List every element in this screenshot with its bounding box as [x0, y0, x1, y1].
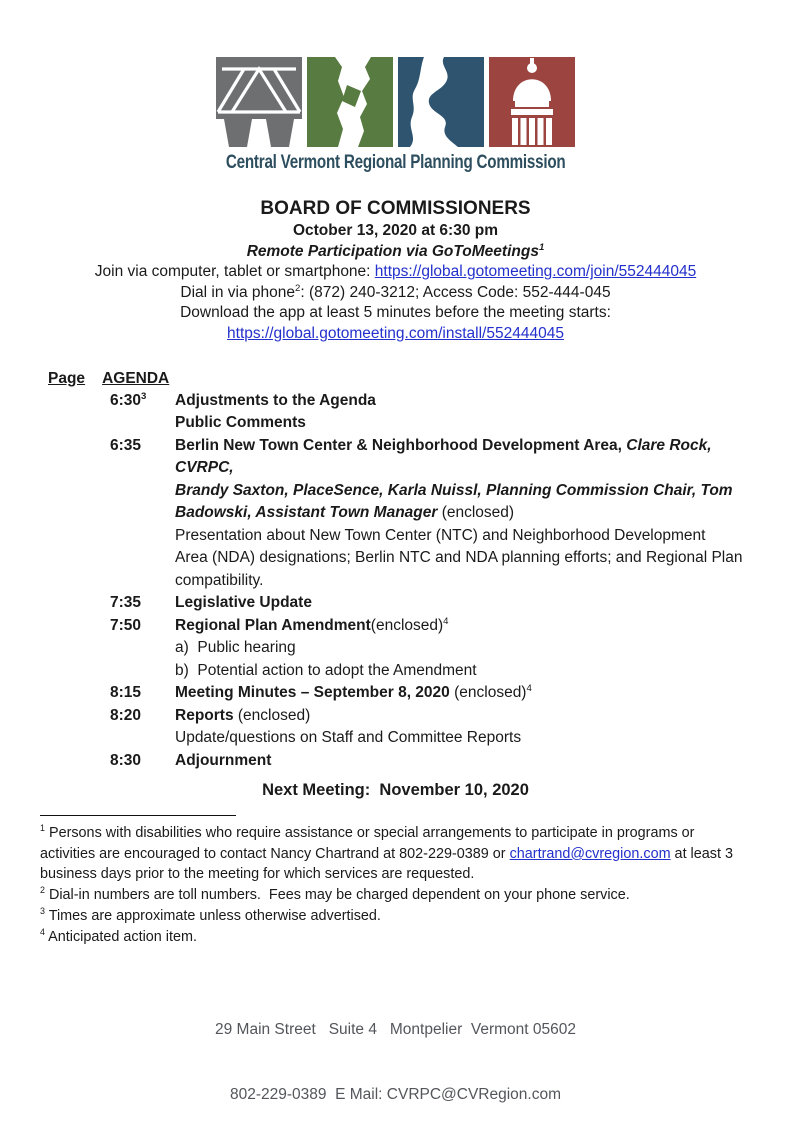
- download-line: Download the app at least 5 minutes before the meeting starts:: [180, 304, 611, 322]
- agenda-line: [175, 750, 751, 773]
- agenda-line: [175, 435, 751, 480]
- footnotes: [40, 823, 755, 947]
- agenda-line: [175, 660, 751, 683]
- text-segment: Berlin New Town Center & Neighborhood Development Area,: [175, 436, 622, 454]
- page-column-header: Page: [48, 369, 86, 387]
- footnote: [40, 927, 755, 948]
- footnote: [40, 823, 755, 885]
- text-segment: Legislative Update: [175, 594, 312, 612]
- footnote-ref: 4: [443, 615, 449, 627]
- cvrpc-logo: [0, 0, 791, 147]
- text-segment: activities are encouraged to contact Nancy Chartrand at 802-229-0389 or: [40, 845, 510, 862]
- text-segment: Reports: [175, 706, 234, 724]
- text-segment: Persons with disabilities who require assistance or special arrangements to participate in programs or: [44, 825, 695, 842]
- agenda-row: [0, 435, 791, 593]
- footnote-line: [40, 844, 755, 865]
- text-segment: (enclosed): [233, 706, 311, 724]
- footnote-separator: [40, 815, 236, 816]
- footnote-ref: 4: [526, 682, 532, 694]
- agenda-time: $6:30^3$: [110, 390, 147, 409]
- text-segment: Regional Plan Amendment: [175, 616, 371, 634]
- agenda-item-text: [175, 435, 791, 593]
- text-segment: a) Public hearing: [175, 639, 296, 657]
- footnote-line: $^3$ Times are approximate unless otherwise advertised.: [40, 906, 381, 924]
- agenda-row: [0, 750, 791, 773]
- agenda-line: [175, 570, 751, 593]
- agenda-item-text: [175, 682, 791, 705]
- page-footer: [0, 976, 791, 1148]
- agenda-row: [0, 705, 791, 750]
- text-segment: b) Potential action to adopt the Amendment: [175, 661, 477, 679]
- agenda-item-text: [175, 412, 791, 435]
- text-segment: Times are approximate unless otherwise advertised.: [44, 907, 381, 924]
- text-segment: compatibility.: [175, 571, 264, 589]
- agenda-line: [175, 547, 751, 570]
- meeting-datetime: October 13, 2020 at 6:30 pm: [292, 222, 499, 239]
- join-label: Join via computer, tablet or smartphone:: [94, 263, 375, 281]
- dial-prefix: Dial in via phone: [180, 283, 296, 301]
- page-title: BOARD OF COMMISSIONERS: [260, 198, 531, 219]
- footnote-line: $^4$ Anticipated action item.: [40, 926, 197, 945]
- remote-participation-text: Remote Participation via GoToMeetings: [246, 242, 539, 260]
- agenda-item-text: [175, 615, 791, 683]
- text-segment: Badowski, Assistant Town Manager: [175, 504, 438, 522]
- agenda-line: [175, 390, 751, 413]
- agenda-column-header: AGENDA: [102, 369, 170, 387]
- capitol-dome-logo-tile: [489, 57, 575, 147]
- agenda-row: [0, 682, 791, 705]
- agenda-line: [175, 592, 751, 615]
- text-segment: Adjournment: [175, 751, 272, 769]
- dial-suffix: : (872) 240-3212; Access Code: 552-444-045: [300, 283, 611, 301]
- join-meeting-link[interactable]: https://global.gotomeeting.com/join/552444045: [374, 263, 697, 281]
- join-line: [0, 262, 791, 283]
- org-name: [0, 151, 791, 175]
- text-segment: Brandy Saxton, PlaceSence, Karla Nuissl, Planning Commission Chair, Tom: [175, 481, 733, 499]
- text-segment: Clare Rock, CVRPC,: [175, 436, 716, 477]
- agenda-list: [0, 390, 791, 773]
- agenda-row: [0, 390, 791, 413]
- dial-line: [0, 283, 791, 304]
- footnote: [40, 885, 755, 906]
- agenda-time: [110, 412, 175, 435]
- agenda-line: [175, 412, 751, 435]
- footnote-line: [40, 864, 755, 885]
- text-segment: Anticipated action item.: [44, 928, 197, 945]
- vermont-map-logo-tile: [307, 57, 393, 147]
- org-name-text: Central Vermont Regional Planning Commission: [225, 151, 566, 173]
- capitol-dome-icon: [489, 57, 575, 147]
- remote-participation-line: [0, 242, 791, 263]
- agenda-line: [175, 615, 751, 638]
- text-segment: Update/questions on Staff and Committee Reports: [175, 729, 522, 747]
- agenda-time: 8:15: [110, 684, 142, 702]
- text-segment: Dial-in numbers are toll numbers. Fees may be charged dependent on your phone service.: [44, 887, 630, 904]
- agenda-line: [175, 705, 751, 728]
- next-meeting-line: Next Meeting: November 10, 2020: [262, 781, 529, 800]
- river-logo-tile: [398, 57, 484, 147]
- footnote-line: $^1$ Persons with disabilities who require assistance or special arrangements to participate in programs or: [40, 823, 695, 842]
- footnote-ref-2: 2: [295, 282, 301, 294]
- footnote-ref-1: 1: [538, 241, 545, 253]
- agenda-row: [0, 412, 791, 435]
- footnote-line: $^2$ Dial-in numbers are toll numbers. Fees may be charged dependent on your phone service.: [40, 885, 630, 904]
- agenda-item-text: [175, 592, 791, 615]
- agenda-item-text: [175, 750, 791, 773]
- footer-address: 29 Main Street Suite 4 Montpelier Vermont 05602: [214, 1021, 576, 1039]
- text-segment: at least 3: [670, 845, 733, 862]
- install-line: [0, 324, 791, 345]
- agenda-row: [0, 592, 791, 615]
- text-segment: Area (NDA) designations; Berlin NTC and NDA planning efforts; and Regional Plan: [175, 549, 743, 567]
- agenda-item-text: [175, 705, 791, 750]
- covered-bridge-icon: [216, 57, 302, 147]
- agenda-item-text: [175, 390, 791, 413]
- agenda-header-row: [48, 370, 791, 388]
- agenda-row: [0, 615, 791, 683]
- text-segment: Meeting Minutes – September 8, 2020: [175, 684, 450, 702]
- text-segment: Adjustments to the Agenda: [175, 391, 376, 409]
- agenda-line: [175, 480, 751, 503]
- covered-bridge-logo-tile: [216, 57, 302, 147]
- text-segment: (enclosed): [449, 684, 527, 702]
- agenda-line: [175, 637, 751, 660]
- agenda-time: 7:35: [110, 594, 142, 612]
- text-segment: business days prior to the meeting for which services are requested.: [40, 866, 475, 883]
- river-icon: [398, 57, 484, 147]
- agenda-line: [175, 525, 751, 548]
- agenda-time: 7:50: [110, 616, 142, 634]
- agenda-line: [175, 727, 751, 750]
- agenda-time: 6:35: [110, 436, 142, 454]
- agenda-time: 8:30: [110, 751, 142, 769]
- text-segment: Presentation about New Town Center (NTC) and Neighborhood Development: [175, 526, 706, 544]
- footnote: [40, 906, 755, 927]
- chartrand-email-link[interactable]: chartrand@cvregion.com: [509, 845, 671, 862]
- text-segment: (enclosed): [370, 616, 444, 634]
- text-segment: Public Comments: [175, 414, 306, 432]
- meeting-header: [0, 197, 791, 345]
- text-segment: (enclosed): [437, 504, 515, 522]
- footer-contact: 802-229-0389 E Mail: CVRPC@CVRegion.com: [229, 1085, 562, 1103]
- install-app-link[interactable]: https://global.gotomeeting.com/install/552444045: [227, 324, 564, 342]
- vermont-map-icon: [307, 57, 393, 147]
- agenda-line: [175, 502, 751, 525]
- agenda-time: 8:20: [110, 706, 142, 724]
- agenda-line: [175, 682, 751, 705]
